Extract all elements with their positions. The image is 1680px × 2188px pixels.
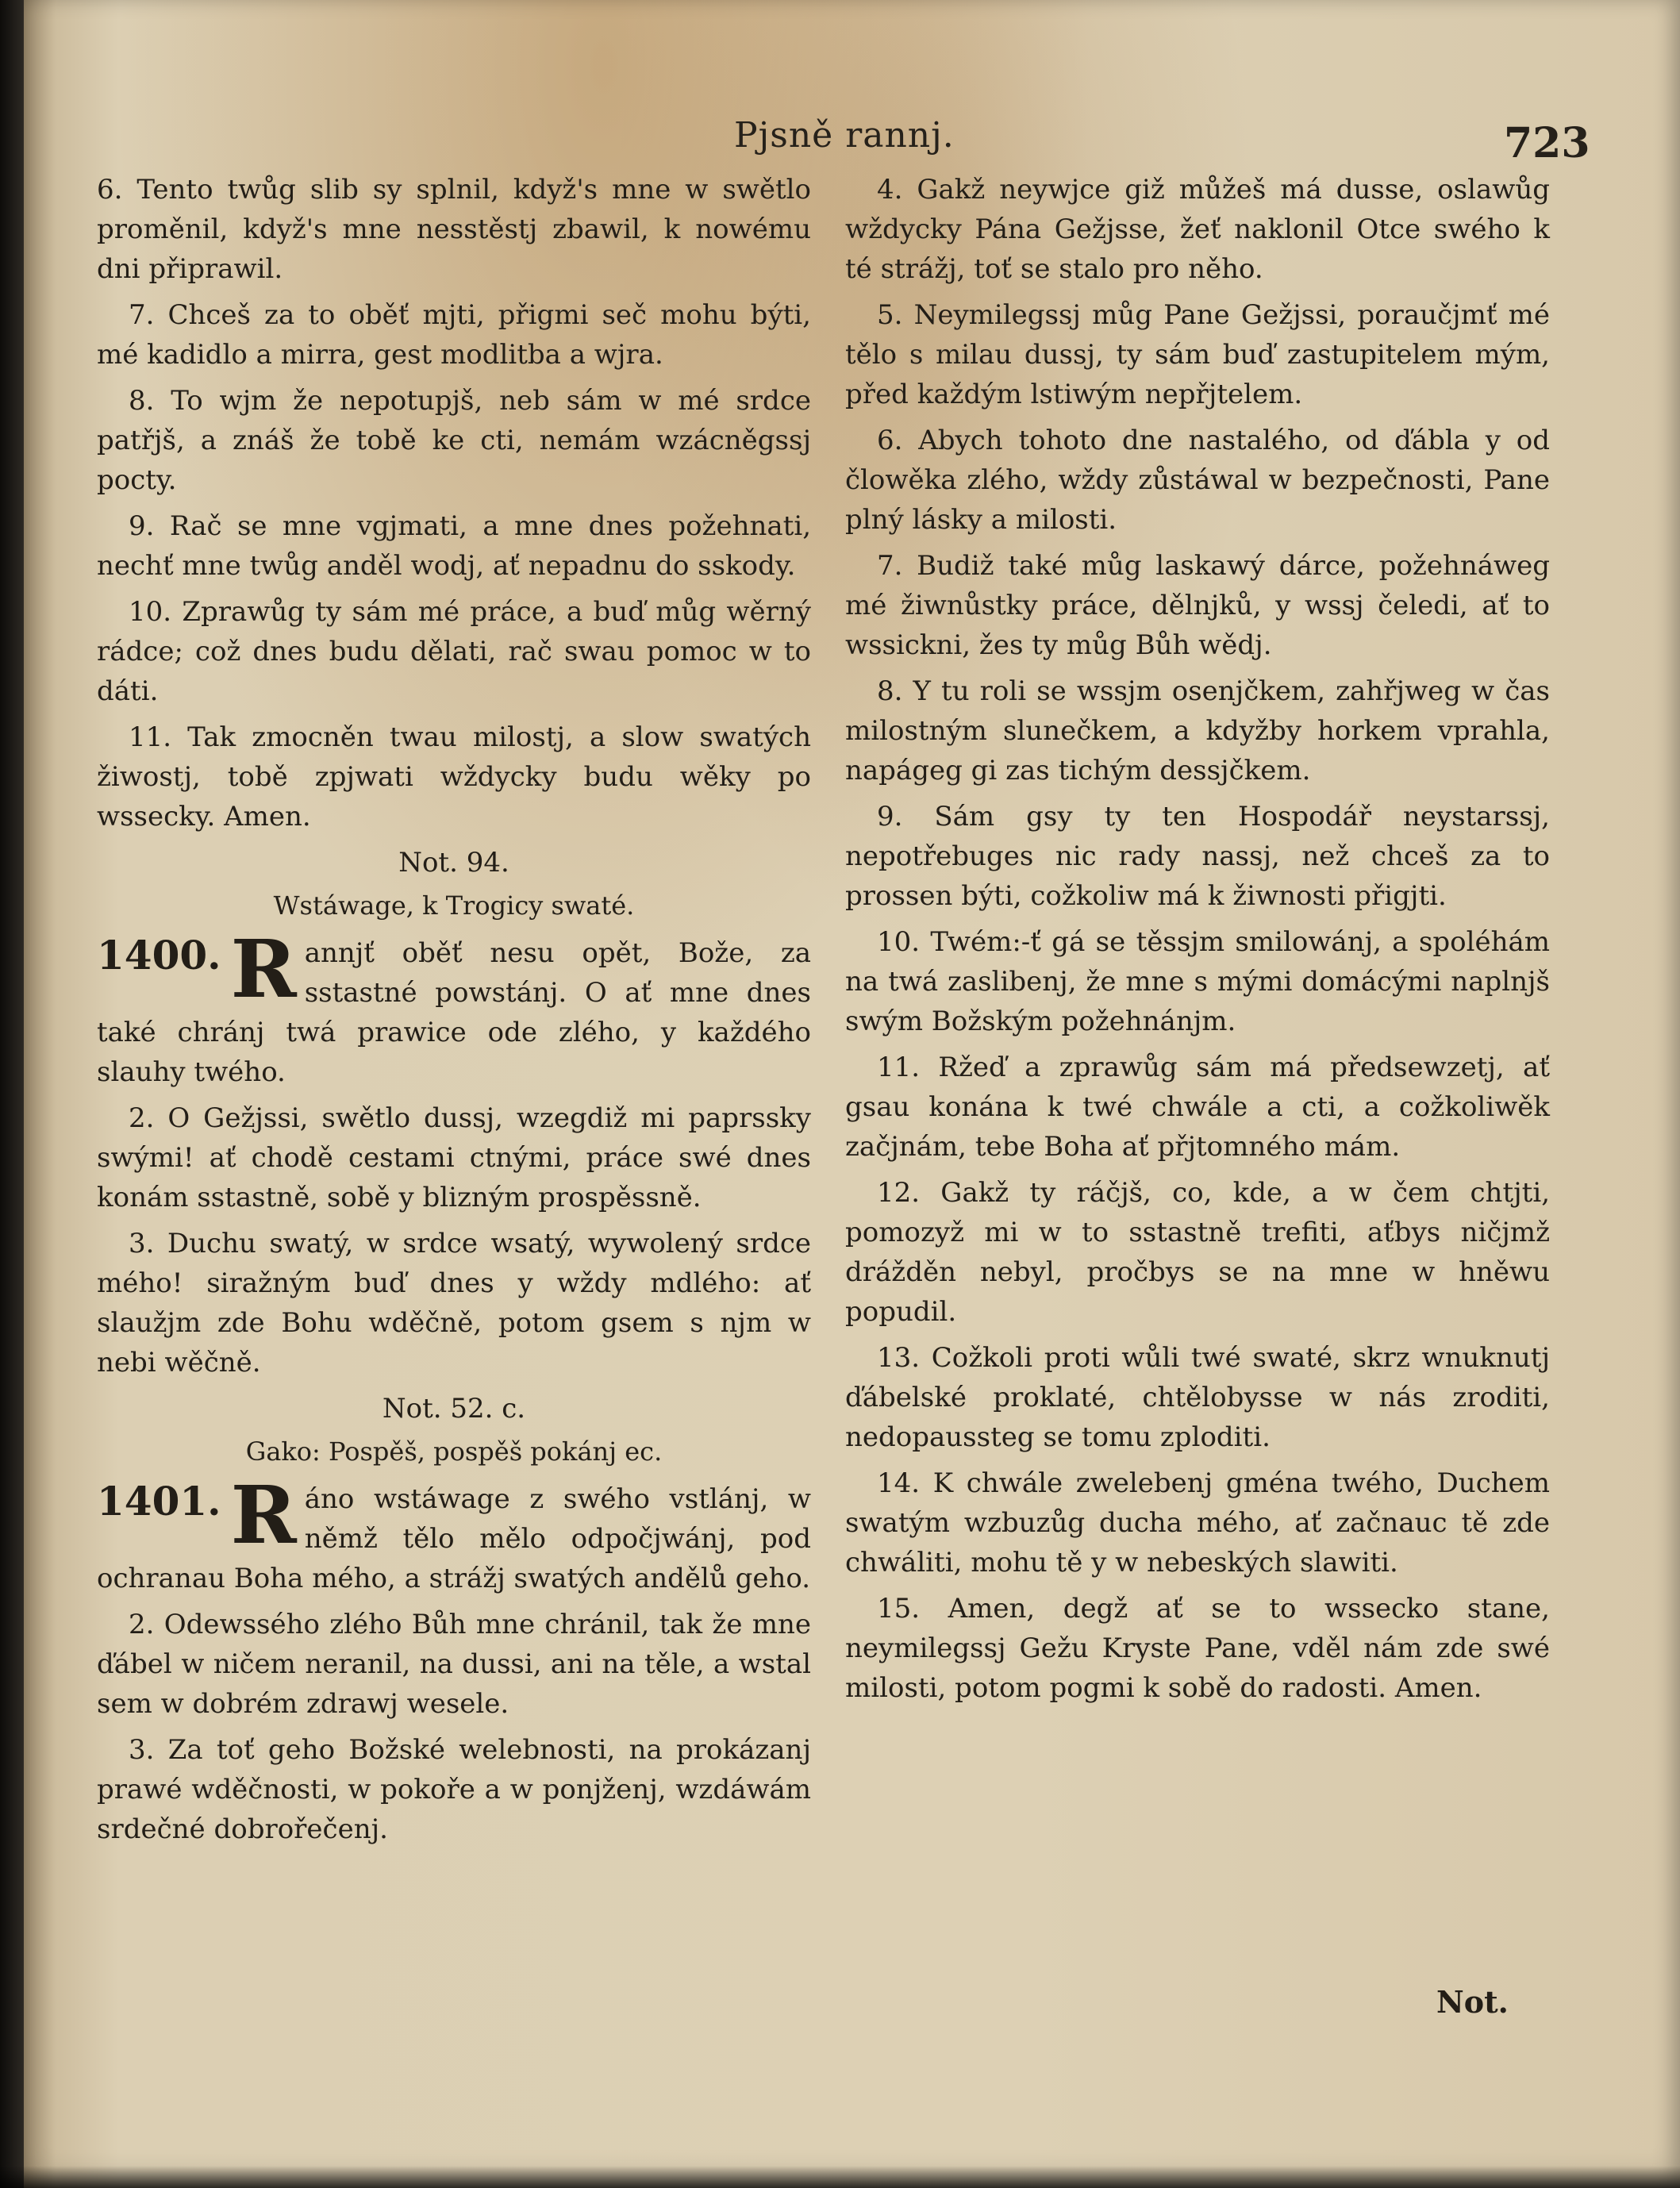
verse: 4. Gakž neywjce giž můžeš má dusse, oslawůg wždycky Pána Gežjsse, žeť naklonil Otce swého k té strážj, toť se stalo pro něho. [845, 174, 1550, 285]
verse: 8. To wjm že nepotupjš, neb sám w mé srdce patřjš, a znáš že tobě ke cti, nemám wzácněgssj pocty. [97, 385, 811, 496]
verse: 14. K chwále zwelebenj gména twého, Duchem swatým wzbuzůg ducha mého, ať začnauc tě zde chwáliti, mohu tě y w nebeských slawiti. [845, 1467, 1550, 1579]
verse: 5. Neymilegssj můg Pane Gežjssi, poraučjmť mé tělo s milau dussj, ty sám buď zastupitelem mým, před každým lstiwým nepřjtelem. [845, 299, 1550, 410]
running-head: Pjsně rannj. [734, 115, 955, 156]
melody-reference: Not. 52. c. [382, 1393, 526, 1425]
verse: 7. Budiž také můg laskawý dárce, požehnáweg mé žiwnůstky práce, dělnjků, y wssj čeledi, ať to wssickni, žes ty můg Bůh wědj. [845, 550, 1550, 661]
verse: 13. Cožkoli proti wůli twé swaté, skrz wnuknutj ďábelské proklaté, chtělobysse w nás zroditi, nedopaussteg se tomu zploditi. [845, 1342, 1550, 1453]
drop-cap: R [230, 922, 297, 1016]
hymn-number: 1401. [97, 1478, 221, 1525]
right-column [845, 170, 1550, 1714]
page-number: 723 [1504, 119, 1590, 167]
hymn-1400 [97, 922, 811, 1092]
verse: 3. Duchu swatý, w srdce wsatý, wywolený srdce mého! siražným buď dnes y wždy mdlého: ať slaužjm zde Bohu wděčně, potom gsem s njm w nebi wěčně. [97, 1228, 811, 1379]
verse: 9. Rač se mne vgjmati, a mne dnes požehnati, nechť mne twůg anděl wodj, ať nepadnu do sskody. [97, 510, 811, 582]
verse: 9. Sám gsy ty ten Hospodář neystarssj, nepotřebuges nic rady nassj, než chceš za to prossen býti, cožkoliw má k žiwnosti přigjti. [845, 801, 1550, 912]
left-column [97, 170, 811, 1855]
catchword: Not. [1436, 1984, 1509, 2020]
hymn-text: annjť oběť nesu opět, Bože, za sstastné powstánj. O ať mne dnes také chránj twá prawice ode zlého, y každého slauhy twého. [97, 937, 811, 1088]
verse: 6. Abych tohoto dne nastalého, od ďábla y od člowěka zlého, wždy zůstáwal w bezpečnosti, Pane plný lásky a milosti. [845, 425, 1550, 536]
book-page [24, 0, 1680, 2188]
hymn-number: 1400. [97, 932, 221, 979]
page-bottom-shadow [0, 2166, 1680, 2188]
hymn-1401 [97, 1468, 811, 1598]
verse: 6. Tento twůg slib sy splnil, když's mne w swětlo proměnil, když's mne nesstěstj zbawil, k nowému dni připrawil. [97, 174, 811, 285]
verse: 2. Odewssého zlého Bůh mne chránil, tak že mne ďábel w ničem neranil, na dussi, ani na těle, a wstal sem w dobrém zdrawj wesele. [97, 1609, 811, 1720]
verse: 7. Chceš za to oběť mjti, přigmi seč mohu býti, mé kadidlo a mirra, gest modlitba a wjra. [97, 299, 811, 371]
verse: 15. Amen, degž ať se to wssecko stane, neymilegssj Gežu Kryste Pane, vděl nám zde swé milosti, potom pogmi k sobě do radosti. Amen. [845, 1593, 1550, 1704]
verse: 11. Ržeď a zprawůg sám má předsewzetj, ať gsau konána k twé chwále a cti, a cožkoliwěk začjnám, tebe Boha ať přjtomného mám. [845, 1052, 1550, 1163]
verse: 12. Gakž ty ráčjš, co, kde, a w čem chtjti, pomozyž mi w to sstastně trefiti, aťbys ničjmž drážděn nebyl, pročbys se na mne w hněwu popudil. [845, 1177, 1550, 1328]
tune-title: Wstáwage, k Trogicy swaté. [273, 890, 635, 921]
verse: 3. Za toť geho Božské welebnosti, na prokázanj prawé wděčnosti, w pokoře a w ponjženj, wzdáwám srdečné dobrořečenj. [97, 1734, 811, 1845]
verse: 10. Twém:-ť gá se těssjm smilowánj, a spoléhám na twá zaslibenj, že mne s mými domácými naplnjš swým Božským požehnánjm. [845, 926, 1550, 1037]
melody-reference: Not. 94. [398, 847, 509, 879]
drop-cap: R [230, 1468, 297, 1562]
tune-title: Gako: Pospěš, pospěš pokánj ec. [245, 1436, 663, 1467]
verse: 8. Y tu roli se wssjm osenjčkem, zahřjweg w čas milostným slunečkem, a kdyžby horkem vprahla, napágeg gi zas tichým dessjčkem. [845, 675, 1550, 786]
verse: 10. Zprawůg ty sám mé práce, a buď můg wěrný rádce; což dnes budu dělati, rač swau pomoc w to dáti. [97, 596, 811, 707]
hymn-text: áno wstáwage z swého vstlánj, w němž tělo mělo odpočjwánj, pod ochranau Boha mého, a strážj swatých andělů geho. [97, 1483, 811, 1594]
verse: 2. O Gežjssi, swětlo dussj, wzegdiž mi paprssky swými! ať chodě cestami ctnými, práce swé dnes konám sstastně, sobě y blizným prospěssně. [97, 1102, 811, 1213]
verse: 11. Tak zmocněn twau milostj, a slow swatých žiwostj, tobě zpjwati wždycky budu wěky po wssecky. Amen. [97, 721, 811, 833]
